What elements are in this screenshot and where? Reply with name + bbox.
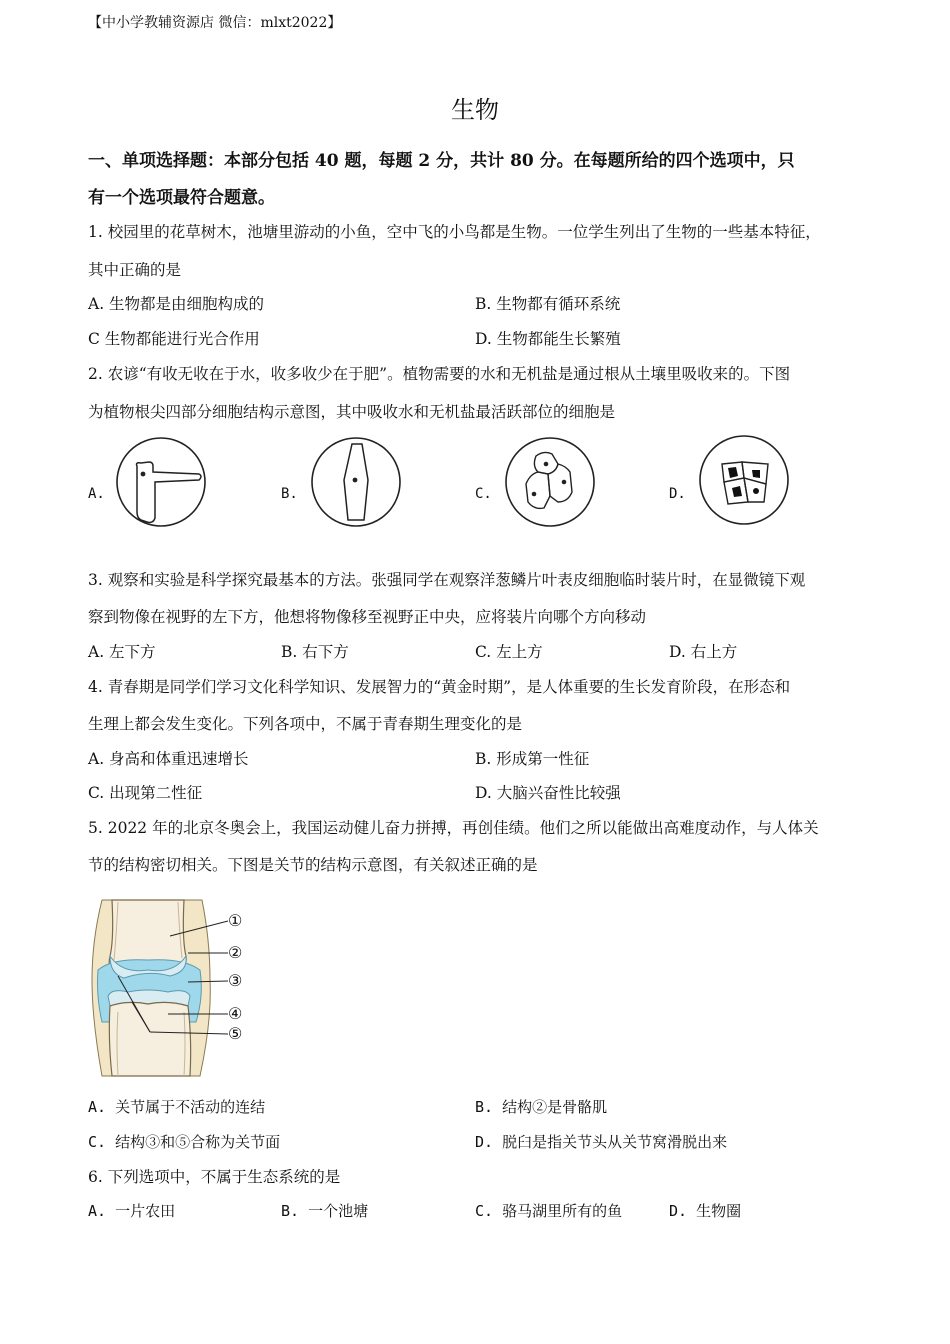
- q4-option-c: C. 出现第二性征: [88, 784, 203, 802]
- q5-stem-line2: 节的结构密切相关。下图是关节的结构示意图，有关叙述正确的是: [88, 856, 538, 874]
- q3-stem-line1: 3. 观察和实验是科学探究最基本的方法。张强同学在观察洋葱鳞片叶表皮细胞临时装片时，在显微镜下观: [88, 571, 806, 589]
- q3-option-d: D. 右上方: [669, 643, 738, 661]
- joint-label-1: ①: [228, 911, 243, 930]
- q1-option-d: D. 生物都能生长繁殖: [475, 330, 621, 348]
- q4-stem-line2: 生理上都会发生变化。下列各项中，不属于青春期生理变化的是: [88, 715, 523, 733]
- section-heading-line1: 一、单项选择题：本部分包括 40 题，每题 2 分，共计 80 分。在每题所给的四个选项中，只: [88, 151, 795, 171]
- q3-option-b: B. 右下方: [281, 643, 349, 661]
- q5-option-d: D. 脱臼是指关节头从关节窝滑脱出来: [475, 1133, 728, 1151]
- q5-option-b: B. 结构②是骨骼肌: [475, 1098, 608, 1116]
- root-hair-cell-figure: [115, 436, 207, 528]
- page-header: 【中小学教辅资源店 微信：mlxt2022】: [88, 15, 342, 31]
- page-title: 生物: [451, 96, 499, 124]
- q1-option-c: C 生物都能进行光合作用: [88, 330, 260, 348]
- q2-option-c-label: C.: [475, 486, 492, 502]
- joint-label-2: ②: [228, 943, 243, 962]
- q4-stem-line1: 4. 青春期是同学们学习文化科学知识、发展智力的“黄金时期”，是人体重要的生长发育阶段，在形态和: [88, 678, 791, 696]
- q2-option-d-label: D.: [669, 486, 686, 502]
- q5-option-a: A. 关节属于不活动的连结: [88, 1098, 266, 1116]
- q6-option-b: B. 一个池塘: [281, 1202, 369, 1220]
- q1-option-b: B. 生物都有循环系统: [475, 295, 621, 313]
- elongated-cell-figure: [310, 436, 402, 528]
- joint-label-3: ③: [228, 971, 243, 990]
- q2-option-a-label: A.: [88, 486, 105, 502]
- q1-option-a: A. 生物都是由细胞构成的: [88, 295, 265, 313]
- q6-option-d: D. 生物圈: [669, 1202, 742, 1220]
- q6-option-a: A. 一片农田: [88, 1202, 176, 1220]
- q5-option-c: C. 结构③和⑤合称为关节面: [88, 1133, 281, 1151]
- q3-stem-line2: 察到物像在视野的左下方，他想将物像移至视野正中央，应将装片向哪个方向移动: [88, 608, 647, 626]
- q3-option-c: C. 左上方: [475, 643, 543, 661]
- joint-label-5: ⑤: [228, 1024, 243, 1043]
- q6-option-c: C. 骆马湖里所有的鱼: [475, 1202, 623, 1220]
- q2-option-b-label: B.: [281, 486, 298, 502]
- q4-option-a: A. 身高和体重迅速增长: [88, 750, 249, 768]
- q2-stem-line2: 为植物根尖四部分细胞结构示意图，其中吸收水和无机盐最活跃部位的细胞是: [88, 403, 616, 421]
- q3-option-a: A. 左下方: [88, 643, 156, 661]
- q6-stem-line1: 6. 下列选项中，不属于生态系统的是: [88, 1168, 341, 1186]
- q2-stem-line1: 2. 农谚“有收无收在于水，收多收少在于肥”。植物需要的水和无机盐是通过根从土壤里吸收来的。下图: [88, 365, 791, 383]
- section-heading-line2: 有一个选项最符合题意。: [88, 188, 275, 208]
- meristem-cells-figure: [504, 436, 596, 528]
- root-cap-cells-figure: [698, 434, 790, 526]
- q4-option-b: B. 形成第一性征: [475, 750, 590, 768]
- q5-stem-line1: 5. 2022 年的北京冬奥会上，我国运动健儿奋力拼搏，再创佳绩。他们之所以能做出高难度动作，与人体关: [88, 819, 819, 837]
- joint-label-4: ④: [228, 1004, 243, 1023]
- q4-option-d: D. 大脑兴奋性比较强: [475, 784, 621, 802]
- q1-stem-line2: 其中正确的是: [88, 261, 182, 279]
- q1-stem-line1: 1. 校园里的花草树木，池塘里游动的小鱼，空中飞的小鸟都是生物。一位学生列出了生物的一些基本特征，: [88, 223, 821, 241]
